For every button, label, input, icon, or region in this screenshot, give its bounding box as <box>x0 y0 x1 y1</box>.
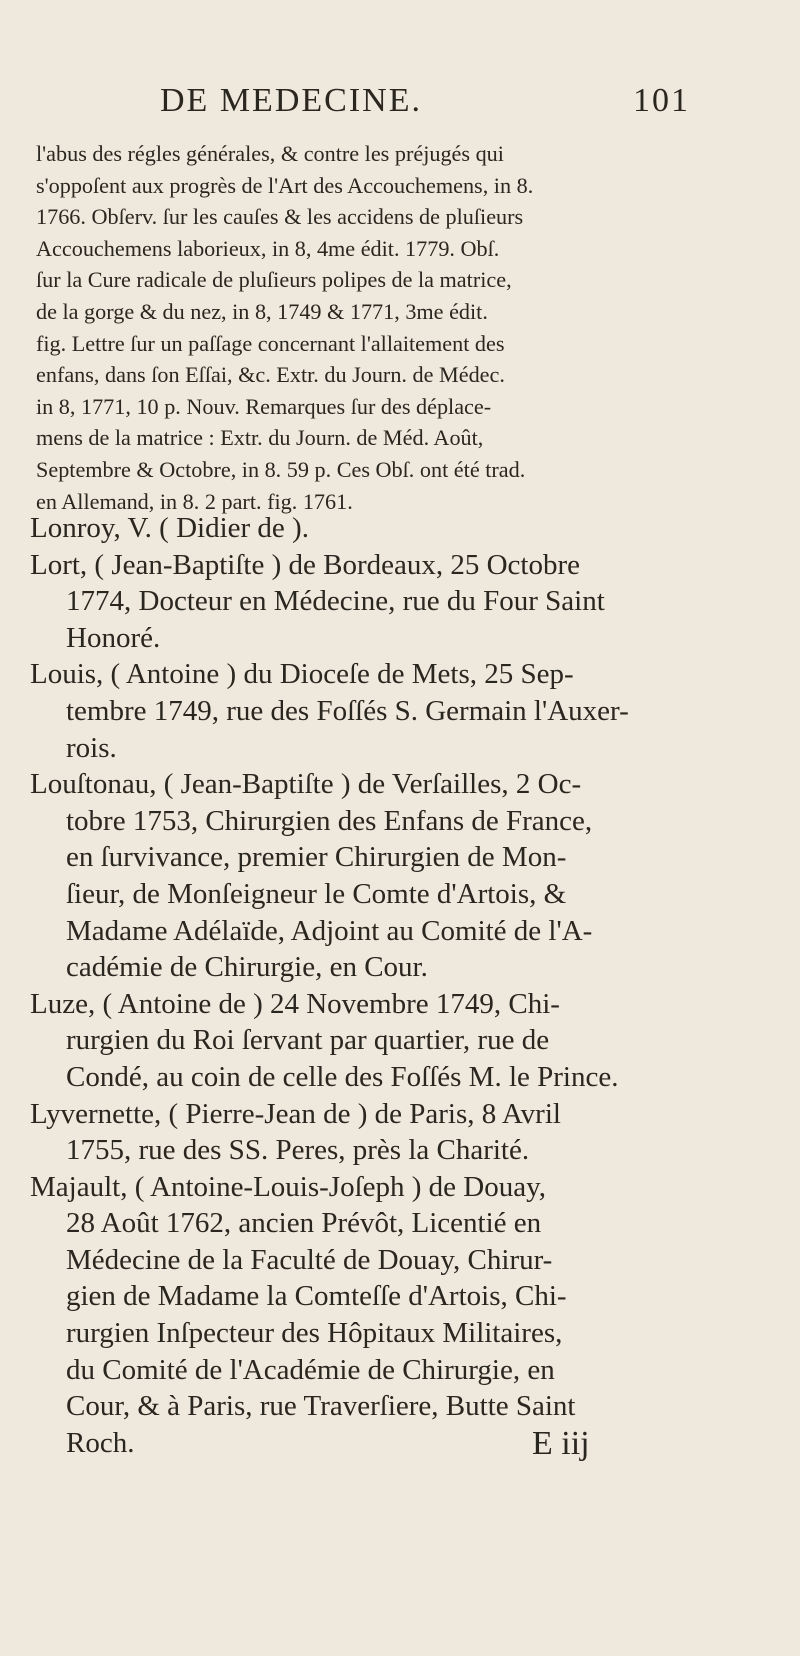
directory-entry <box>30 1169 710 1462</box>
entry-line: Lyvernette, ( Pierre-Jean de ) de Paris, 8 Avril <box>30 1097 561 1130</box>
entry-line: Luze, ( Antoine de ) 24 Novembre 1749, Chi- <box>30 987 560 1020</box>
entry-line: Lort, ( Jean-Baptiſte ) de Bordeaux, 25 Octobre <box>30 548 581 581</box>
continuation-line: ſur la Cure radicale de pluſieurs polipes de la matrice, <box>36 267 512 293</box>
signature-mark: E iij <box>532 1425 590 1462</box>
entry-line: ſieur, de Monſeigneur le Comte d'Artois, & <box>66 877 567 910</box>
directory-entries <box>30 510 710 1461</box>
continuation-line: l'abus des régles générales, & contre les préjugés qui <box>36 141 504 166</box>
continuation-line: s'oppoſent aux progrès de l'Art des Accouchemens, in 8. <box>36 172 534 198</box>
page-number: 101 <box>633 82 690 119</box>
directory-entry <box>30 986 710 1096</box>
entry-line: 1755, rue des SS. Peres, près la Charité. <box>66 1134 530 1167</box>
continuation-line: de la gorge & du nez, in 8, 1749 & 1771, 3me édit. <box>36 298 488 324</box>
directory-entry <box>30 1096 710 1169</box>
continuation-paragraph <box>36 138 701 517</box>
directory-entry <box>30 547 710 657</box>
entry-line: Louſtonau, ( Jean-Baptiſte ) de Verſailles, 2 Oc- <box>30 768 582 801</box>
directory-entry <box>30 766 710 986</box>
continuation-line: Accouchemens laborieux, in 8, 4me édit. 1779. Obſ. <box>36 235 500 261</box>
continuation-line: mens de la matrice : Extr. du Journ. de Méd. Août, <box>36 425 484 451</box>
directory-entry <box>30 510 710 547</box>
entry-line: Louis, ( Antoine ) du Dioceſe de Mets, 25 Sep- <box>30 658 574 691</box>
entry-line: rois. <box>66 731 117 764</box>
entry-line: tembre 1749, rue des Foſſés S. Germain l'Auxer- <box>66 694 629 727</box>
entry-line: 1774, Docteur en Médecine, rue du Four Saint <box>66 585 605 618</box>
directory-entry <box>30 656 710 766</box>
entry-line: en ſurvivance, premier Chirurgien de Mon- <box>66 841 567 874</box>
entry-line: Honoré. <box>66 621 161 654</box>
entry-line: rurgien du Roi ſervant par quartier, rue de <box>66 1024 550 1057</box>
entry-line: Majault, ( Antoine-Louis-Joſeph ) de Douay, <box>30 1170 546 1203</box>
running-title: DE MEDECINE. <box>160 82 422 119</box>
entry-line: Madame Adélaïde, Adjoint au Comité de l'A- <box>66 914 593 947</box>
entry-line: Médecine de la Faculté de Douay, Chirur- <box>66 1243 553 1276</box>
entry-line: du Comité de l'Académie de Chirurgie, en <box>66 1353 555 1386</box>
continuation-line: en Allemand, in 8. 2 part. fig. 1761. <box>36 488 353 514</box>
running-head <box>160 82 690 122</box>
continuation-line: 1766. Obſerv. ſur les cauſes & les accidens de pluſieurs <box>36 204 524 230</box>
entry-line: Condé, au coin de celle des Foſſés M. le Prince. <box>66 1060 619 1093</box>
entry-line: cadémie de Chirurgie, en Cour. <box>66 951 428 984</box>
entry-line: tobre 1753, Chirurgien des Enfans de France, <box>66 804 593 837</box>
entry-line: rurgien Inſpecteur des Hôpitaux Militaires, <box>66 1317 563 1350</box>
continuation-line: enfans, dans ſon Eſſai, &c. Extr. du Journ. de Médec. <box>36 362 505 388</box>
entry-line: gien de Madame la Comteſſe d'Artois, Chi- <box>66 1280 567 1313</box>
continuation-line: in 8, 1771, 10 p. Nouv. Remarques ſur des déplace- <box>36 393 492 419</box>
continuation-line: Septembre & Octobre, in 8. 59 p. Ces Obſ. ont été trad. <box>36 456 526 482</box>
entry-line: Lonroy, V. ( Didier de ). <box>30 512 309 544</box>
entry-line: Cour, & à Paris, rue Traverſiere, Butte Saint <box>66 1390 576 1423</box>
continuation-line: fig. Lettre ſur un paſſage concernant l'allaitement des <box>36 330 505 356</box>
entry-line: 28 Août 1762, ancien Prévôt, Licentié en <box>66 1207 542 1240</box>
entry-line: Roch. <box>66 1426 135 1459</box>
